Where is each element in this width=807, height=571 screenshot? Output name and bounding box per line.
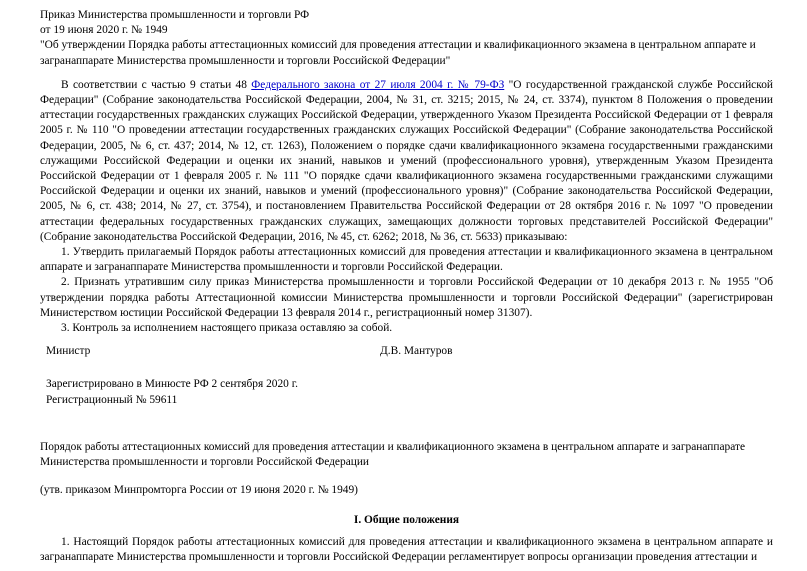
signature-role: Министр [46,345,91,358]
header-line-2: от 19 июня 2020 г. № 1949 [40,24,168,37]
approved-note: (утв. приказом Минпромторга России от 19 июня 2020 г. № 1949) [40,484,358,497]
order-item-1: 1. Утвердить прилагаемый Порядок работы аттестационных комиссий для проведения аттестации и квалификационного экзамена в центральном аппарате и загранаппарате Министерства промышленности и торговли Российской Федерации. [40,246,773,274]
federal-law-link[interactable]: Федерального закона от 27 июля 2004 г. № 79-ФЗ [251,78,505,91]
header-line-4: загранаппарате Министерства промышленности и торговли Российской Федерации" [40,54,451,67]
preamble-before-link: В соответствии с частью 9 статьи 48 [61,78,252,91]
registration-line-1: Зарегистрировано в Минюсте РФ 2 сентября 2020 г. [46,378,298,391]
order-title-line-1: Порядок работы аттестационных комиссий для проведения аттестации и квалификационного экзамена в центральном аппарате и загранаппарате [40,440,745,453]
registration-line-2: Регистрационный № 59611 [46,393,178,406]
signature-row [46,344,773,359]
preamble-after-link: "О государственной гражданской службе Российской Федерации" (Собрание законодательства Российской Федерации, 2004, № 31, ст. 3215; 2015, № 24, ст. 3374), пунктом 8 Положения о проведении аттестации государственных гражданских служащих Российской Федерации, утвержденного Указом Президента Российской Федерации от 1 февраля 2005 г. № 110 "О проведении аттестации государственных гражданских служащих Российской Федерации" (Собрание законодательства Российской Федерации, 2005, № 6, ст. 437; 2014, № 12, ст. 1263), Положением о порядке сдачи квалификационного экзамена государственными гражданскими служащими Российской Федерации и оценки их знаний, навыков и умений (профессионального уровня), утвержденным Указом Президента Российской Федерации от 1 февраля 2005 г. № 111 "О порядке сдачи квалификационного экзамена государственными гражданскими служащими Российской Федерации и оценки их знаний, навыков и умений (профессионального уровня)" (Собрание законодательства Российской Федерации, 2005, № 6, ст. 438; 2014, № 27, ст. 3754), и постановлением Правительства Российской Федерации от 28 октября 2016 г. № 1097 "О проведении аттестации федеральных государственных гражданских служащих, замещающих должности торговых представителей Российской Федерации" (Собрание законодательства Российской Федерации, 2016, № 45, ст. 6262; 2018, № 36, ст. 5633) приказываю: [40,78,773,243]
preamble-paragraph [40,78,773,245]
order-item-2: 2. Признать утратившим силу приказ Министерства промышленности и торговли Российской Федерации от 10 декабря 2013 г. № 1955 "Об утверждении порядка работы Аттестационной комиссии Министерства промышленности и торговли Российской Федерации" (зарегистрирован Министерством юстиции Российской Федерации 13 февраля 2014 г., регистрационный номер 31307). [40,276,773,319]
header-line-3: "Об утверждении Порядка работы аттестационных комиссий для проведения аттестации и квалификационного экзамена в центральном аппарате и [40,39,756,52]
registration-block [46,377,773,407]
order-item-3: 3. Контроль за исполнением настоящего приказа оставляю за собой. [61,322,393,335]
header-line-1: Приказ Министерства промышленности и торговли РФ [40,9,310,21]
section-heading: I. Общие положения [353,514,460,527]
order-title-line-2: Министерства промышленности и торговли Российской Федерации [40,456,370,469]
order-title-block [40,440,773,470]
signature-name: Д.В. Мантуров [380,345,453,358]
section-1-paragraph-1: 1. Настоящий Порядок работы аттестационных комиссий для проведения аттестации и квалификационного экзамена в центральном аппарате и загранаппарате Министерства промышленности и торговли Российской Федерации регламентирует вопросы организации проведения аттестации и [40,535,773,563]
document-header [40,8,773,69]
